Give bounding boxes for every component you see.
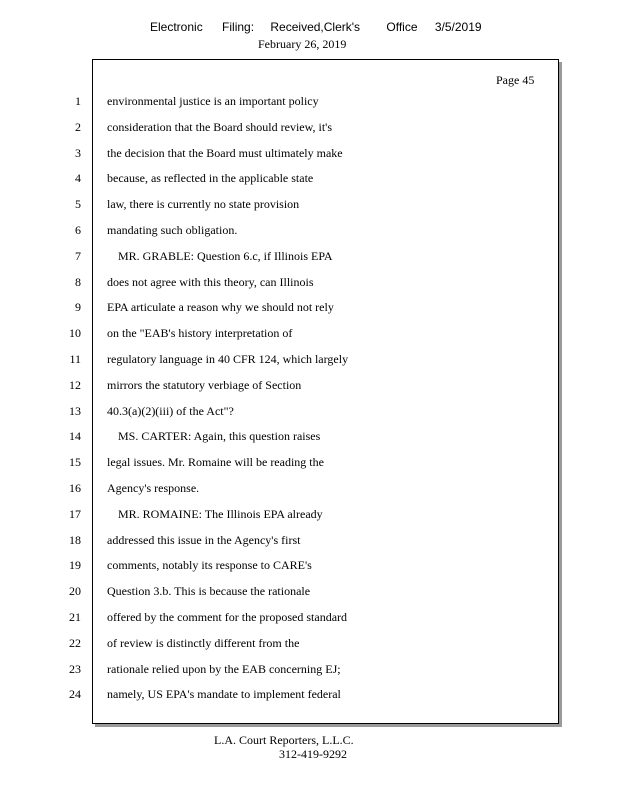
filing-stamp-word: Received,Clerk's	[270, 20, 361, 34]
transcript-line	[0, 687, 600, 707]
line-number: 4	[75, 171, 81, 186]
transcript-line	[0, 404, 600, 424]
transcript-line	[0, 146, 600, 166]
line-number: 14	[69, 429, 81, 444]
filing-stamp-word: Electronic	[150, 20, 203, 34]
line-number: 24	[69, 687, 81, 702]
transcript-line	[0, 455, 600, 475]
transcript-line	[0, 300, 600, 320]
line-number: 23	[69, 661, 81, 676]
line-number: 3	[75, 145, 81, 160]
line-text: 40.3(a)(2)(iii) of the Act"?	[107, 403, 234, 418]
line-text: EPA articulate a reason why we should not rely	[107, 300, 334, 315]
transcript-line	[0, 249, 600, 269]
line-number: 1	[75, 94, 81, 108]
line-number: 21	[69, 610, 81, 624]
transcript-line	[0, 584, 600, 604]
line-text: mirrors the statutory verbiage of Section	[107, 377, 302, 392]
page-number: Page 45	[496, 73, 535, 87]
line-text: the decision that the Board must ultimately make	[107, 145, 343, 160]
filing-stamp-word: Filing:	[222, 20, 255, 34]
line-text: on the "EAB's history interpretation of	[107, 326, 293, 341]
line-text: regulatory language in 40 CFR 124, which largely	[107, 352, 349, 366]
transcript-line	[0, 662, 600, 682]
transcript-line	[0, 275, 600, 295]
transcript-line	[0, 223, 600, 243]
line-number: 16	[69, 481, 81, 495]
line-text: MR. GRABLE: Question 6.c, if Illinois EPA	[118, 248, 333, 263]
transcript-line	[0, 326, 600, 346]
line-number: 9	[75, 300, 81, 315]
line-text: MS. CARTER: Again, this question raises	[118, 429, 321, 444]
line-text: rationale relied upon by the EAB concerning EJ;	[107, 661, 341, 676]
transcript-date: February 26, 2019	[258, 37, 347, 51]
transcript-line	[0, 197, 600, 217]
line-text: Question 3.b. This is because the rationale	[107, 584, 311, 599]
transcript-line	[0, 507, 600, 527]
filing-stamp	[150, 20, 482, 34]
line-number: 18	[69, 532, 81, 547]
line-number: 10	[69, 326, 81, 341]
line-number: 12	[69, 377, 81, 392]
line-text: comments, notably its response to CARE's	[107, 558, 312, 573]
line-number: 13	[69, 403, 81, 418]
line-text: addressed this issue in the Agency's first	[107, 532, 301, 547]
line-number: 11	[69, 352, 81, 366]
line-text: law, there is currently no state provision	[107, 197, 300, 212]
line-text: mandating such obligation.	[107, 223, 238, 237]
transcript-line	[0, 429, 600, 449]
line-number: 15	[69, 455, 81, 470]
transcript-line	[0, 171, 600, 191]
transcript-line	[0, 636, 600, 656]
line-text: Agency's response.	[107, 481, 200, 495]
reporter-company: L.A. Court Reporters, L.L.C.	[214, 733, 354, 747]
line-number: 8	[75, 274, 81, 289]
transcript-line	[0, 533, 600, 553]
line-number: 20	[69, 584, 81, 599]
line-text: because, as reflected in the applicable state	[107, 171, 314, 186]
line-text: offered by the comment for the proposed standard	[107, 610, 348, 624]
line-number: 7	[75, 248, 81, 263]
transcript-line	[0, 94, 600, 114]
transcript-line	[0, 378, 600, 398]
transcript-line	[0, 558, 600, 578]
line-text: MR. ROMAINE: The Illinois EPA already	[118, 506, 323, 521]
line-text: does not agree with this theory, can Illinois	[107, 274, 314, 289]
line-text: namely, US EPA's mandate to implement federal	[107, 687, 341, 702]
line-text: of review is distinctly different from the	[107, 635, 300, 650]
line-text: environmental justice is an important policy	[107, 94, 319, 108]
line-number: 6	[75, 223, 81, 237]
transcript-line	[0, 352, 600, 372]
line-number: 17	[69, 506, 81, 521]
line-text: legal issues. Mr. Romaine will be reading the	[107, 455, 324, 470]
line-number: 19	[69, 558, 81, 573]
transcript-line	[0, 481, 600, 501]
line-text: consideration that the Board should review, it's	[107, 119, 332, 134]
transcript-line	[0, 610, 600, 630]
reporter-phone: 312-419-9292	[279, 747, 347, 761]
filing-stamp-word: Office	[386, 20, 418, 34]
line-number: 22	[69, 635, 81, 650]
transcript-line	[0, 120, 600, 140]
filing-stamp-word: 3/5/2019	[434, 20, 482, 34]
line-number: 2	[75, 119, 81, 134]
line-number: 5	[75, 197, 81, 212]
